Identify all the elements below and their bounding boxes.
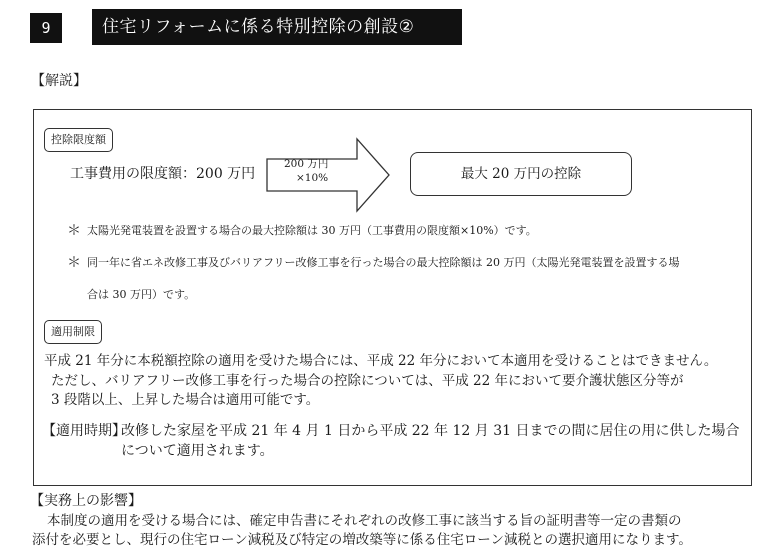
note-solar-text: 太陽光発電装置を設置する場合の最大控除額は 30 万円（工事費用の限度額×10%）です。 xyxy=(87,224,537,237)
impact-heading: 【実務上の影響】 xyxy=(30,493,142,509)
restriction-tag: 適用制限 xyxy=(44,320,102,344)
restriction-line-3: 3 段階以上、上昇した場合は適用可能です。 xyxy=(51,392,320,408)
period-label: 【適用時期】 xyxy=(42,423,126,439)
note-combined-continuation: 合は 30 万円）です。 xyxy=(87,288,196,301)
restriction-line-1: 平成 21 年分に本税額控除の適用を受けた場合には、平成 22 年分において本適用を受けることはできません。 xyxy=(44,353,718,369)
period-line-2: について適用されます。 xyxy=(121,443,274,459)
restriction-line-2: ただし、バリアフリー改修工事を行った場合の控除については、平成 22 年において要介護状態区分等が xyxy=(51,373,684,389)
section-number: 9 xyxy=(30,13,62,43)
deduction-limit-tag: 控除限度額 xyxy=(44,128,113,152)
arrow-rate-label: ×10% xyxy=(296,172,329,184)
cost-limit-label: 工事費用の限度額：200 万円 xyxy=(70,166,256,182)
impact-line-2: 添付を必要とし、現行の住宅ローン減税及び特定の増改築等に係る住宅ローン減税との選択適用になります。 xyxy=(32,532,692,548)
impact-line-1: 本制度の適用を受ける場合には、確定申告書にそれぞれの改修工事に該当する旨の証明書等一定の書類の xyxy=(47,513,682,529)
explanation-heading: 【解説】 xyxy=(31,73,87,89)
note-mark: ＊ xyxy=(67,223,81,239)
note-mark: ＊ xyxy=(67,255,81,271)
note-combined-text: 同一年に省エネ改修工事及びバリアフリー改修工事を行った場合の最大控除額は 20 万円（太陽光発電装置を設置する場 xyxy=(87,256,680,269)
period-line-1: 改修した家屋を平成 21 年 4 月 1 日から平成 22 年 12 月 31 日までの間に居住の用に供した場合 xyxy=(121,423,740,439)
arrow-icon xyxy=(265,137,393,213)
page-title: 住宅リフォームに係る特別控除の創設② xyxy=(92,9,462,45)
arrow-amount-label: 200 万円 xyxy=(284,158,329,170)
max-deduction-result: 最大 20 万円の控除 xyxy=(410,152,632,196)
